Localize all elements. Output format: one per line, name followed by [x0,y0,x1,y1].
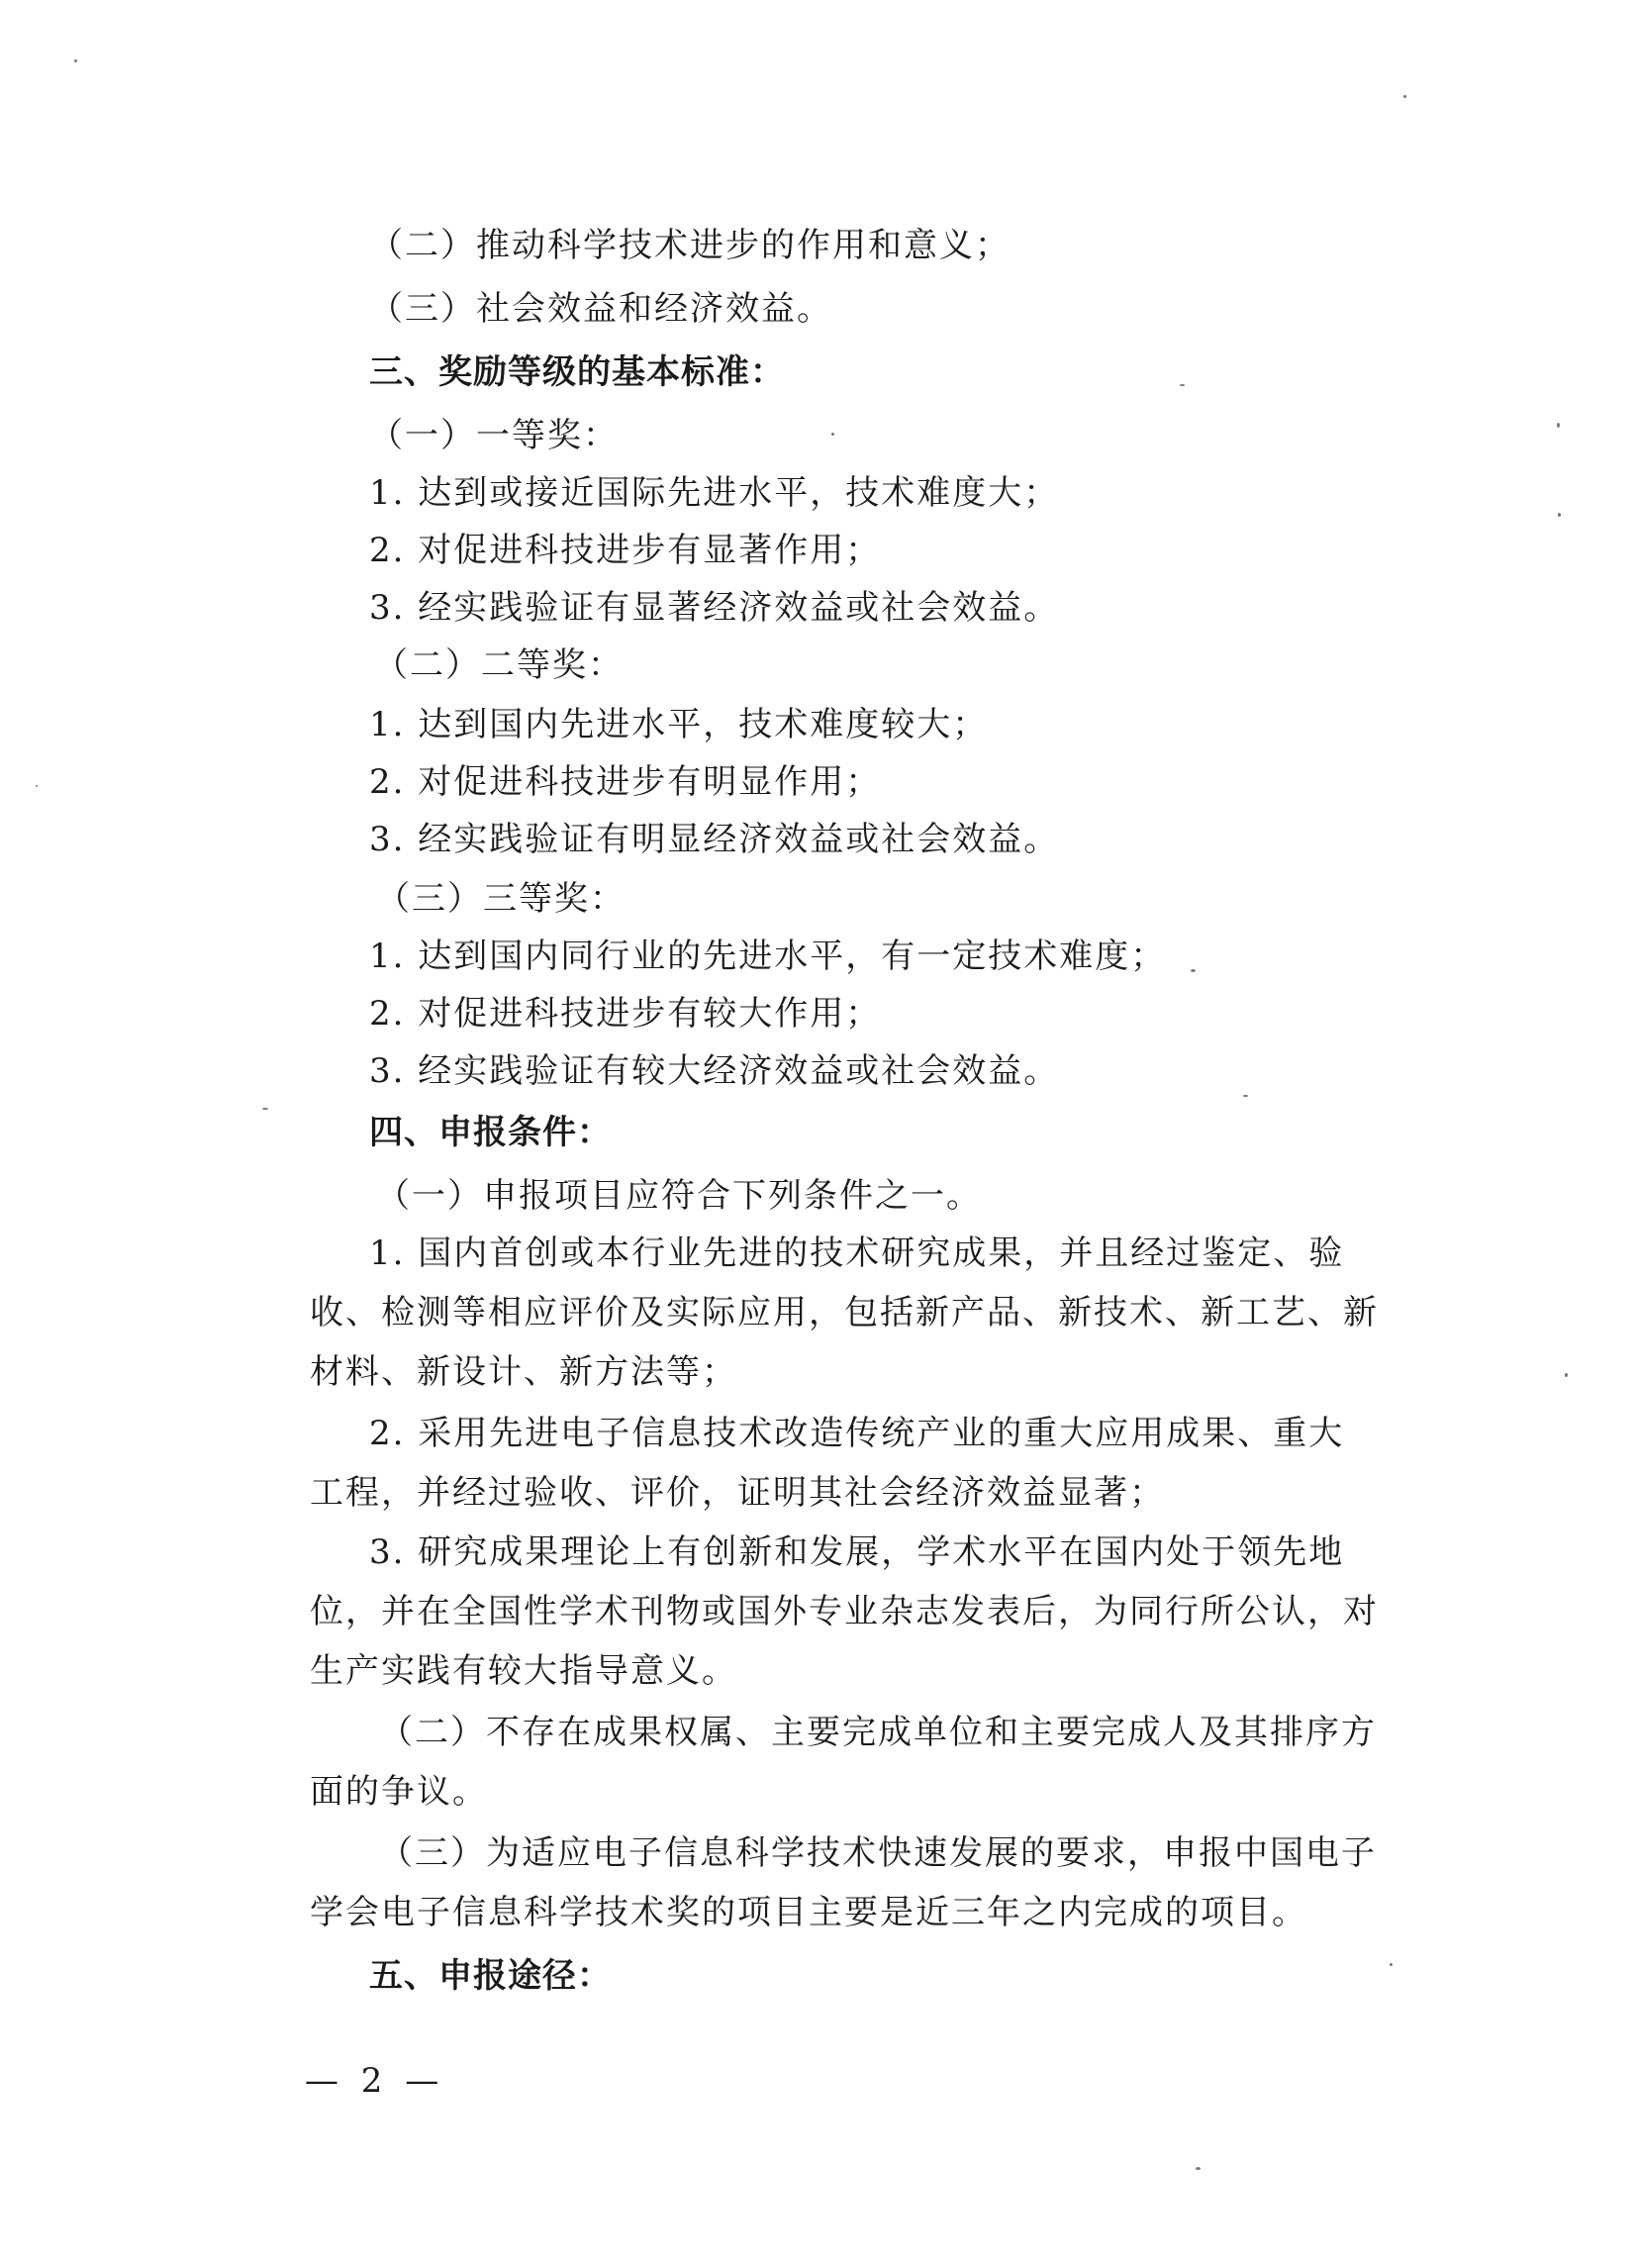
text-line: 1. 达到国内同行业的先进水平，有一定技术难度； [369,937,1167,976]
text-line: 1. 达到或接近国际先进水平，技术难度大； [369,473,1060,513]
text-line: 学会电子信息科学技术奖的项目主要是近三年之内完成的项目。 [310,1893,1307,1932]
text-line: 3. 经实践验证有较大经济效益或社会效益。 [369,1051,1060,1091]
scan-speck [262,1108,268,1110]
text-line: 2. 对促进科技进步有明显作用； [369,762,882,802]
text-line: （三）社会效益和经济效益。 [369,289,832,329]
section-heading: 三、奖励等级的基本标准： [369,352,785,392]
text-line: 收、检测等相应评价及实际应用，包括新产品、新技术、新工艺、新 [310,1293,1379,1332]
text-line: （二）不存在成果权属、主要完成单位和主要完成人及其排序方 [379,1713,1377,1752]
text-line: 工程，并经过验收、评价，证明其社会经济效益显著； [310,1473,1165,1513]
text-line: 3. 经实践验证有显著经济效益或社会效益。 [369,588,1060,628]
text-line: 3. 经实践验证有明显经济效益或社会效益。 [369,820,1060,859]
subsection-heading: （一）一等奖： [369,416,619,455]
text-line: 2. 对促进科技进步有较大作用； [369,994,882,1034]
text-line: （三）为适应电子信息科学技术快速发展的要求，申报中国电子 [379,1833,1377,1873]
scan-speck [1558,513,1561,517]
text-line: 面的争议。 [310,1772,488,1812]
text-line: 位，并在全国性学术刊物或国外专业杂志发表后，为同行所公认，对 [310,1592,1379,1631]
text-line: 2. 采用先进电子信息技术改造传统产业的重大应用成果、重大 [369,1414,1345,1453]
scan-speck [1243,1095,1248,1097]
scan-speck [1191,969,1196,972]
section-heading: 五、申报途径： [369,1956,612,1996]
scan-speck [831,433,834,436]
text-line: （二）推动科学技术进步的作用和意义； [369,226,1011,265]
text-line: 1. 达到国内先进水平，技术难度较大； [369,705,989,744]
text-line: 材料、新设计、新方法等； [310,1352,737,1392]
scan-speck [1403,95,1406,98]
section-heading: 四、申报条件： [369,1113,612,1152]
text-line: 生产实践有较大指导意义。 [310,1651,737,1691]
scan-speck [1565,1373,1568,1377]
page-number: — 2 — [305,2061,445,2101]
text-line: 1. 国内首创或本行业先进的技术研究成果，并且经过鉴定、验 [369,1233,1345,1273]
scan-speck [1180,384,1185,386]
scan-speck [1557,423,1560,428]
scan-speck [1390,1963,1393,1966]
subsection-heading: （三）三等奖： [376,879,626,919]
scan-speck [74,59,77,62]
text-line: （一）申报项目应符合下列条件之一。 [376,1176,982,1216]
text-line: 2. 对促进科技进步有显著作用； [369,531,882,570]
scan-speck [1196,2167,1201,2170]
subsection-heading: （二）二等奖： [374,645,624,685]
scan-speck [36,785,38,787]
text-line: 3. 研究成果理论上有创新和发展，学术水平在国内处于领先地 [369,1532,1345,1572]
